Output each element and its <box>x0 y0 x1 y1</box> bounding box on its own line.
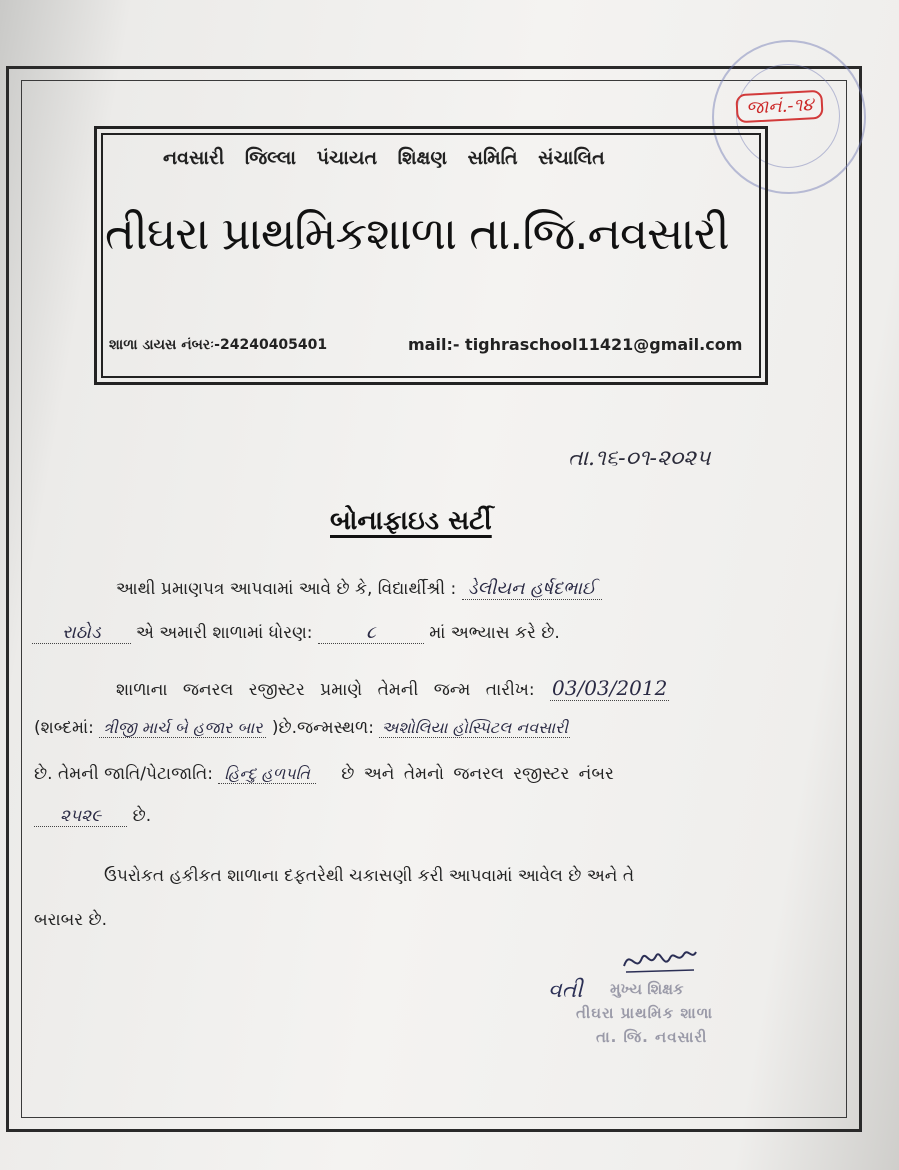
letterhead-box <box>94 126 768 385</box>
signature-icon <box>620 944 700 978</box>
register-label: છે અને તેમનો જનરલ રજીસ્ટર નંબર <box>341 764 614 784</box>
certificate-title: બોનાફાઇડ સર્ટી <box>330 506 492 536</box>
birth-place: અશોલિયા હોસ્પિટલ નવસારી <box>381 718 568 737</box>
student-caste: હિન્દુ હળપતિ <box>218 764 316 784</box>
birthdate-label: શાળાના જનરલ રજીસ્ટર પ્રમાણે તેમની જન્મ તારીખ: <box>116 680 535 700</box>
signatory-designation: મુખ્ય શિક્ષક <box>610 980 684 998</box>
line6-end: છે. <box>132 806 152 826</box>
register-number: ૨૫૨૯ <box>34 806 127 827</box>
dise-number: શાળા ડાયસ નંબરઃ-24240405401 <box>109 337 328 353</box>
verification-line-1: ઉપરોકત હકીકત શાળાના દફતરેથી ચકાસણી કરી આપવામાં આવેલ છે અને તે <box>104 866 635 886</box>
letterhead-inner-box <box>101 133 761 378</box>
signatory-school: તીઘરા પ્રાથમિક શાળા <box>576 1004 714 1022</box>
intro-text: આથી પ્રમાણપત્ર આપવામાં આવે છે કે, વિદ્યાર્થીશ્રી : <box>116 579 457 599</box>
birth-date: 03/03/2012 <box>552 676 668 700</box>
student-surname: રાઠોડ <box>32 622 131 644</box>
certificate-date: તા.૧૬-૦૧-૨૦૨૫ <box>568 446 711 471</box>
school-name-heading: તીઘરા પ્રાથમિકશાળા તા.જિ.નવસારી <box>105 207 729 260</box>
body-line-5 <box>34 764 614 784</box>
body-line-2 <box>32 622 560 643</box>
inward-number-stamp <box>735 90 824 124</box>
body-line-6 <box>34 806 151 826</box>
study-text: માં અભ્યાસ કરે છે. <box>429 623 560 643</box>
in-words-label: (શબ્દમાં: <box>34 718 94 738</box>
birthplace-label: )છે.જન્મસ્થળ: <box>271 718 375 738</box>
signature-on-behalf: વતી <box>548 978 583 1003</box>
verification-line-2: બરાબર છે. <box>34 910 107 930</box>
body-line-3 <box>116 676 669 700</box>
school-email: mail:- tighraschool11421@gmail.com <box>408 335 743 354</box>
caste-label: છે. તેમની જાતિ/પેટાજાતિ: <box>34 764 213 784</box>
student-name: ડેલીયન હર્ષદભાઈ <box>462 578 602 600</box>
student-standard: ૮ <box>318 622 424 644</box>
body-line-1 <box>116 578 602 599</box>
standard-label: એ અમારી શાળામાં ધોરણ: <box>135 623 313 643</box>
signature-scribble <box>620 944 700 982</box>
birth-date-in-words: ત્રીજી માર્ચ બે હજાર બાર <box>99 718 266 738</box>
signatory-place: તા. જિ. નવસારી <box>596 1028 708 1046</box>
inward-number: જાનં.-૧૪ <box>745 94 814 119</box>
managed-by-text: નવસારી જિલ્લા પંચાયત શિક્ષણ સમિતિ સંચાલિત <box>163 147 605 169</box>
body-line-4 <box>34 718 570 738</box>
